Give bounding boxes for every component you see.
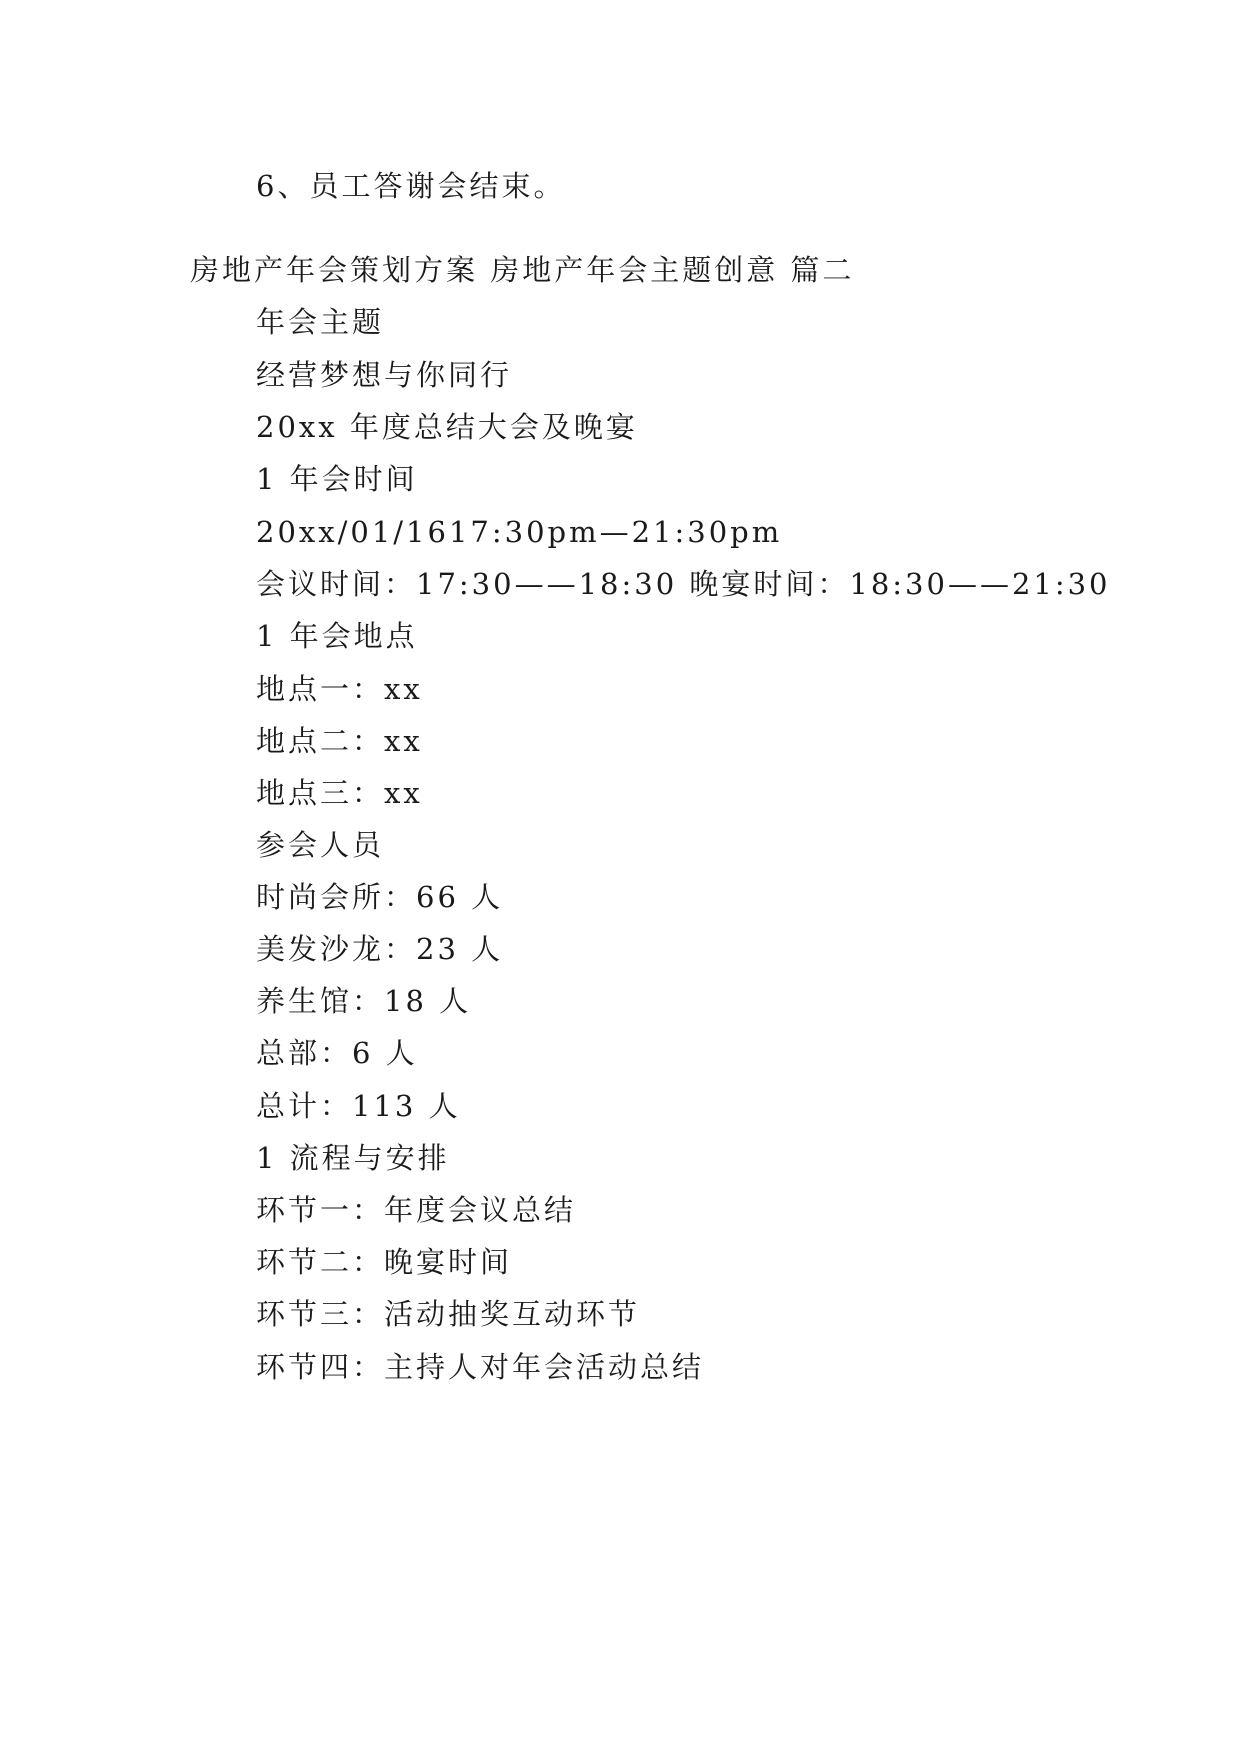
text-line: 养生馆：18 人 [256,984,472,1018]
text-line: 20xx/01/1617:30pm—21:30pm [256,515,783,549]
text-line: 环节三：活动抽奖互动环节 [256,1297,641,1331]
text-line: 地点三：xx [256,776,423,810]
text-line: 环节一：年度会议总结 [256,1193,577,1227]
text-line: 年会主题 [256,305,385,339]
text-line: 1 年会地点 [256,619,418,653]
text-line: 环节四：主持人对年会活动总结 [256,1350,705,1384]
text-line: 地点二：xx [256,724,423,758]
text-line: 地点一：xx [256,672,423,706]
section-heading: 房地产年会策划方案 房地产年会主题创意 篇二 [190,253,855,287]
closing-line: 6、员工答谢会结束。 [256,169,566,203]
text-line: 1 年会时间 [256,462,418,496]
text-line: 20xx 年度总结大会及晚宴 [256,410,638,444]
text-line: 参会人员 [256,828,385,862]
text-line: 环节二：晚宴时间 [256,1245,513,1279]
text-line: 总计：113 人 [256,1089,461,1123]
text-line: 1 流程与安排 [256,1141,450,1175]
text-line: 会议时间：17:30——18:30 晚宴时间：18:30——21:30 [256,567,1111,601]
text-line: 总部：6 人 [256,1036,418,1070]
text-line: 时尚会所：66 人 [256,880,504,914]
text-line: 美发沙龙：23 人 [256,932,504,966]
text-line: 经营梦想与你同行 [256,358,513,392]
